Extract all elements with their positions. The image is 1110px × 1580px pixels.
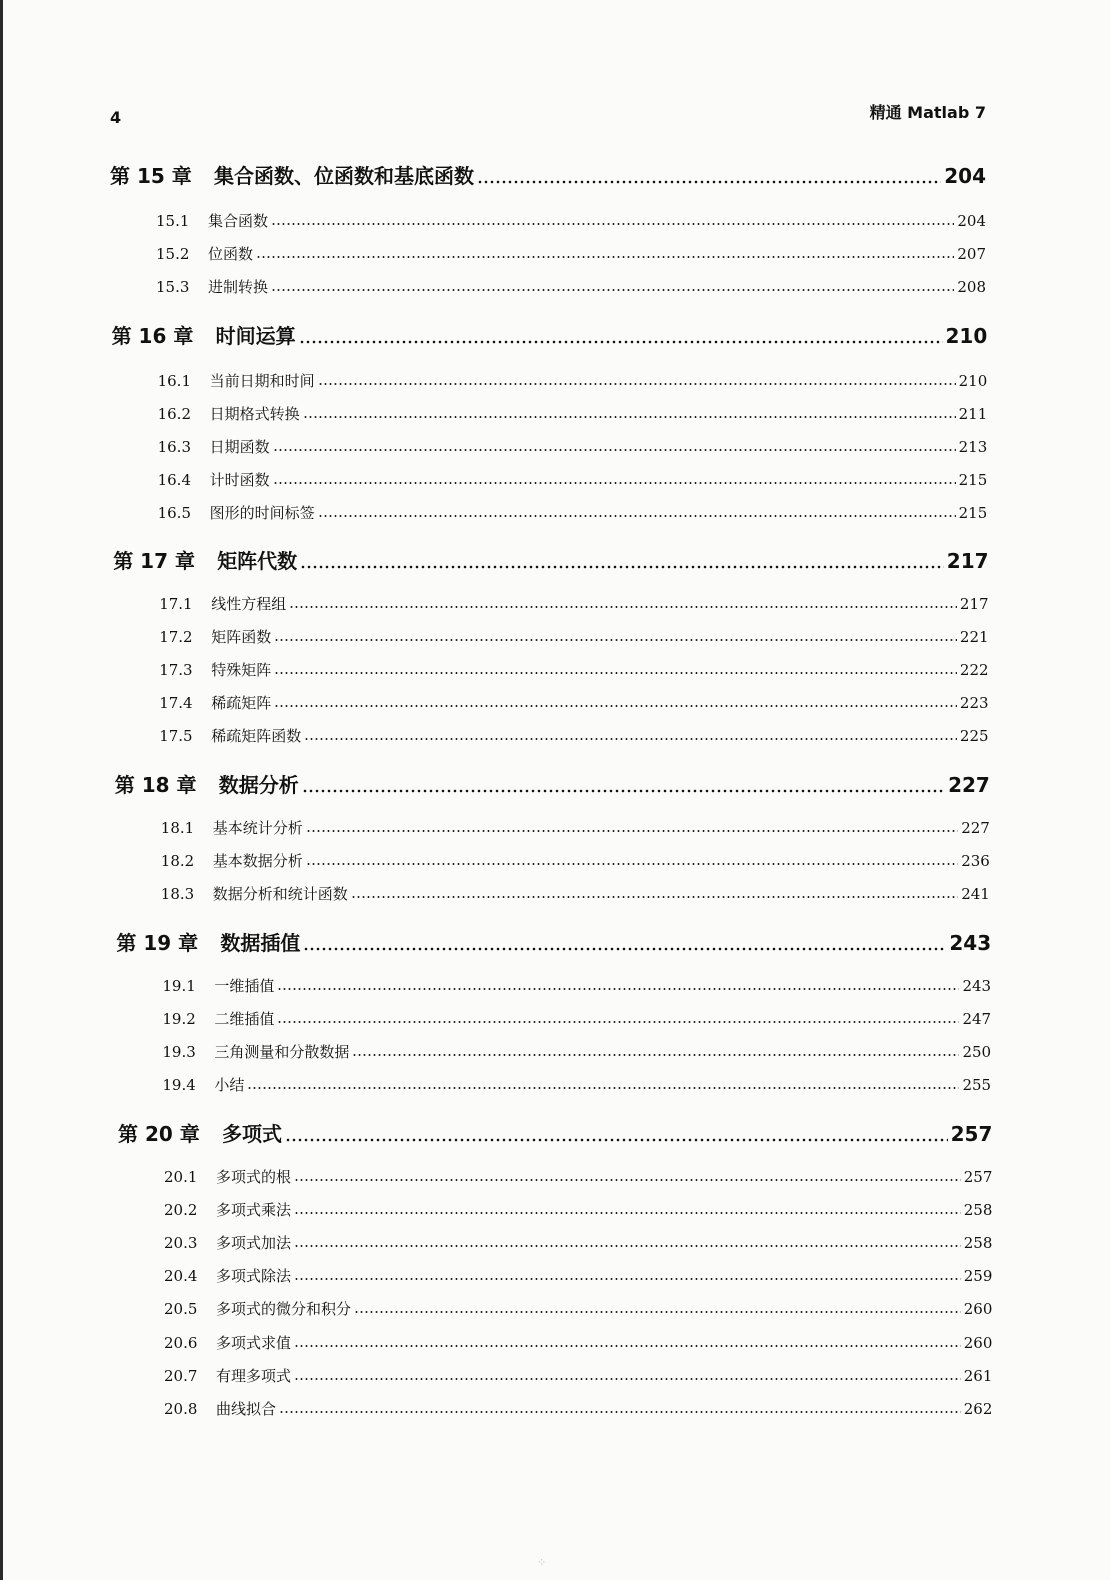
section-number: 20.3	[164, 1234, 198, 1253]
section-page: 204	[957, 212, 986, 230]
chapter-page: 257	[950, 1122, 993, 1146]
chapter-page: 227	[948, 773, 990, 797]
section-title: 多项式加法	[216, 1234, 292, 1253]
section-title: 一维插值	[214, 977, 275, 995]
section-page: 221	[959, 628, 989, 647]
section-page: 258	[963, 1234, 993, 1253]
toc-chapter-row[interactable]	[116, 927, 991, 956]
section-page: 257	[963, 1168, 993, 1186]
dot-leader	[351, 883, 958, 904]
book-title: 精通 Matlab 7	[869, 103, 986, 122]
section-page: 243	[962, 977, 992, 995]
chapter-number: 第 17 章	[113, 549, 195, 573]
chapter-number: 第 16 章	[111, 324, 194, 348]
toc-section-row[interactable]	[164, 1365, 992, 1386]
chapter-number: 第 15 章	[110, 164, 192, 188]
section-number: 17.2	[159, 628, 193, 647]
dot-leader	[294, 1365, 961, 1386]
chapter-title: 数据分析	[218, 773, 299, 797]
chapter-page: 243	[949, 931, 992, 955]
chapter-title: 多项式	[222, 1122, 282, 1146]
dot-leader	[303, 927, 946, 956]
section-number: 20.4	[164, 1267, 198, 1286]
toc-section-row[interactable]	[158, 403, 988, 424]
section-number: 20.2	[164, 1201, 198, 1220]
chapter-number: 第 19 章	[116, 931, 199, 955]
toc-chapter-row[interactable]	[118, 1118, 992, 1147]
dot-leader	[273, 436, 956, 457]
toc-section-row[interactable]	[162, 1074, 991, 1095]
section-page: 215	[958, 504, 988, 523]
section-number: 19.4	[162, 1076, 196, 1095]
section-number: 20.5	[164, 1300, 198, 1319]
section-page: 258	[963, 1201, 993, 1220]
dot-leader	[277, 1008, 959, 1029]
section-number: 18.2	[160, 852, 195, 871]
section-title: 多项式除法	[216, 1267, 292, 1286]
chapter-number: 第 20 章	[118, 1122, 200, 1146]
section-number: 17.5	[159, 727, 193, 746]
toc-section-row[interactable]	[164, 1298, 992, 1319]
dot-leader	[256, 243, 954, 264]
dot-leader	[302, 769, 945, 798]
section-page: 227	[961, 819, 990, 837]
section-page: 241	[961, 885, 990, 904]
toc-section-row[interactable]	[159, 593, 988, 614]
section-page: 211	[958, 405, 988, 424]
section-page: 213	[958, 438, 988, 457]
section-title: 数据分析和统计函数	[212, 885, 348, 904]
section-page: 225	[959, 727, 989, 746]
dot-leader	[279, 1398, 961, 1419]
section-title: 小结	[214, 1076, 245, 1095]
section-page: 250	[962, 1043, 992, 1062]
section-title: 有理多项式	[216, 1366, 292, 1385]
section-title: 日期格式转换	[209, 405, 300, 424]
toc-section-row[interactable]	[164, 1398, 992, 1419]
dot-leader	[271, 276, 954, 297]
toc-section-row[interactable]	[158, 370, 988, 391]
dot-leader	[274, 692, 957, 713]
chapter-number: 第 18 章	[114, 773, 197, 797]
section-number: 17.1	[159, 595, 193, 613]
section-title: 矩阵函数	[211, 628, 272, 647]
section-page: 217	[959, 595, 989, 613]
dot-leader	[294, 1232, 961, 1253]
section-number: 15.3	[156, 278, 190, 297]
section-title: 当前日期和时间	[209, 372, 315, 390]
dot-leader	[274, 659, 957, 680]
dot-leader	[294, 1166, 961, 1187]
toc-section-row[interactable]	[162, 1008, 991, 1029]
section-number: 15.2	[156, 245, 190, 264]
chapter-title: 时间运算	[215, 324, 296, 348]
toc-section-row[interactable]	[159, 659, 988, 680]
section-number: 15.1	[156, 212, 190, 230]
section-number: 19.1	[162, 977, 196, 995]
toc-section-row[interactable]	[161, 817, 990, 838]
dot-leader	[273, 469, 956, 490]
section-title: 集合函数	[208, 212, 269, 230]
section-number: 16.2	[157, 405, 191, 424]
section-page: 260	[963, 1333, 993, 1352]
toc-section-row[interactable]	[164, 1232, 992, 1253]
section-title: 多项式的根	[216, 1168, 292, 1186]
section-number: 16.5	[157, 504, 191, 523]
chapter-title: 矩阵代数	[217, 549, 298, 573]
section-title: 稀疏矩阵函数	[211, 727, 302, 746]
toc-section-row[interactable]	[156, 243, 986, 264]
toc-section-row[interactable]	[164, 1166, 992, 1187]
dot-leader	[318, 370, 956, 391]
dot-leader	[294, 1265, 961, 1286]
section-number: 20.7	[164, 1366, 198, 1385]
toc-section-row[interactable]	[161, 883, 990, 904]
page-number: 4	[110, 108, 122, 127]
section-title: 稀疏矩阵	[211, 694, 272, 713]
scan-marks: ⁘	[537, 1556, 547, 1569]
section-title: 基本统计分析	[212, 819, 303, 837]
dot-leader	[247, 1074, 959, 1095]
toc-section-row[interactable]	[162, 1041, 991, 1062]
dot-leader	[289, 593, 957, 614]
section-title: 曲线拟合	[216, 1399, 277, 1418]
dot-leader	[304, 725, 957, 746]
dot-leader	[294, 1199, 961, 1220]
section-number: 17.3	[159, 661, 193, 680]
section-page: 210	[958, 372, 988, 390]
section-page: 262	[963, 1399, 993, 1418]
section-page: 223	[959, 694, 989, 713]
section-number: 20.8	[164, 1399, 198, 1418]
section-title: 特殊矩阵	[211, 661, 272, 680]
dot-leader	[274, 626, 957, 647]
section-number: 17.4	[159, 694, 193, 713]
section-title: 线性方程组	[211, 595, 287, 613]
section-page: 215	[958, 471, 988, 490]
toc-section-row[interactable]	[159, 692, 988, 713]
section-number: 20.1	[164, 1168, 198, 1186]
section-page: 207	[957, 245, 986, 264]
chapter-page: 217	[946, 549, 989, 573]
section-title: 基本数据分析	[212, 852, 303, 871]
toc-chapter-row[interactable]	[112, 320, 988, 349]
toc-chapter-row[interactable]	[110, 160, 986, 189]
section-number: 18.3	[160, 885, 195, 904]
chapter-title: 数据插值	[220, 931, 301, 955]
toc-section-row[interactable]	[159, 626, 988, 647]
section-number: 18.1	[160, 819, 195, 837]
dot-leader	[294, 1332, 961, 1353]
dot-leader	[306, 850, 958, 871]
toc-section-row[interactable]	[158, 436, 988, 457]
chapter-page: 204	[944, 164, 986, 188]
section-number: 16.1	[157, 372, 191, 390]
section-page: 247	[962, 1010, 992, 1029]
toc-section-row[interactable]	[156, 276, 986, 297]
dot-leader	[354, 1298, 961, 1319]
dot-leader	[271, 210, 954, 231]
dot-leader	[306, 817, 958, 838]
dot-leader	[352, 1041, 959, 1062]
section-number: 20.6	[164, 1333, 198, 1352]
section-page: 259	[963, 1267, 993, 1286]
toc-section-row[interactable]	[156, 210, 986, 231]
section-page: 260	[963, 1300, 993, 1319]
dot-leader	[285, 1118, 948, 1147]
section-title: 多项式乘法	[216, 1201, 292, 1220]
section-page: 236	[961, 852, 990, 871]
section-title: 日期函数	[209, 438, 270, 457]
section-title: 二维插值	[214, 1010, 275, 1029]
section-page: 208	[957, 278, 986, 297]
section-number: 16.4	[157, 471, 191, 490]
toc-section-row[interactable]	[164, 1265, 992, 1286]
section-number: 19.2	[162, 1010, 196, 1029]
toc-section-row[interactable]	[162, 975, 991, 996]
section-title: 进制转换	[208, 278, 269, 297]
toc-section-row[interactable]	[164, 1199, 992, 1220]
dot-leader	[299, 320, 943, 349]
section-page: 261	[963, 1366, 993, 1385]
section-title: 多项式的微分和积分	[216, 1300, 352, 1319]
chapter-page: 210	[945, 324, 988, 348]
dot-leader	[303, 403, 956, 424]
toc-chapter-row[interactable]	[115, 769, 990, 798]
section-number: 19.3	[162, 1043, 196, 1062]
section-title: 位函数	[208, 245, 254, 264]
toc-section-row[interactable]	[161, 850, 990, 871]
section-title: 三角测量和分散数据	[214, 1043, 350, 1062]
toc-chapter-row[interactable]	[113, 545, 988, 574]
dot-leader	[300, 545, 944, 574]
chapter-title: 集合函数、位函数和基底函数	[214, 164, 474, 188]
dot-leader	[318, 502, 956, 523]
toc-section-row[interactable]	[158, 469, 988, 490]
section-number: 16.3	[157, 438, 191, 457]
dot-leader	[277, 975, 959, 996]
section-title: 多项式求值	[216, 1333, 292, 1352]
section-page: 255	[962, 1076, 992, 1095]
toc-section-row[interactable]	[164, 1332, 992, 1353]
section-title: 图形的时间标签	[209, 504, 315, 523]
dot-leader	[477, 160, 941, 189]
toc-section-row[interactable]	[159, 725, 988, 746]
section-title: 计时函数	[209, 471, 270, 490]
toc-section-row[interactable]	[158, 502, 988, 523]
section-page: 222	[959, 661, 989, 680]
